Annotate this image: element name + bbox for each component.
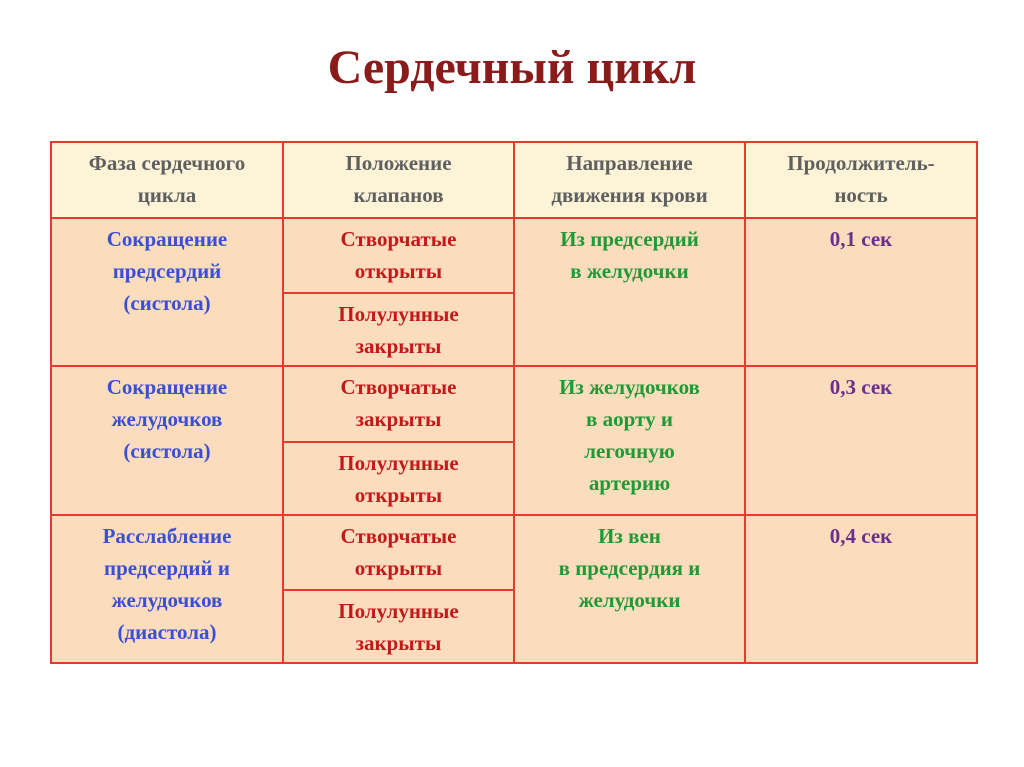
- semilunar-valves-cell: [283, 590, 514, 663]
- valve-line: Створчатые: [340, 523, 457, 548]
- valve-line: Створчатые: [340, 227, 457, 251]
- phase-line: желудочков: [111, 407, 223, 432]
- header-row: [51, 142, 977, 218]
- header-flow: [514, 142, 745, 218]
- phase-cell: [51, 366, 283, 514]
- flow-line: Из желудочков: [559, 375, 700, 400]
- flow-line: Из предсердий: [560, 227, 699, 251]
- header-valves: [283, 142, 514, 218]
- flow-line: в предсердия и: [558, 555, 701, 580]
- valve-line: Полулунные: [338, 302, 459, 327]
- valve-line: открыты: [354, 259, 443, 283]
- flow-cell: [514, 218, 745, 366]
- header-line: движения крови: [551, 183, 708, 207]
- header-line: Направление: [566, 151, 693, 175]
- flow-line: в желудочки: [570, 259, 689, 283]
- atrioventricular-valves-cell: [283, 218, 514, 293]
- valve-line: Полулунные: [338, 450, 459, 475]
- atrioventricular-valves-cell: [283, 366, 514, 441]
- phase-line: Расслабление: [102, 523, 232, 548]
- header-line: ность: [834, 183, 888, 207]
- phase-line: (диастола): [117, 619, 217, 644]
- atrioventricular-valves-cell: [283, 515, 514, 590]
- phase-cell: [51, 218, 283, 366]
- flow-line: в аорту и: [586, 407, 673, 432]
- phase-line: желудочков: [111, 587, 223, 612]
- header-line: Фаза сердечного: [88, 151, 246, 175]
- valve-line: закрыты: [355, 407, 442, 432]
- flow-line: желудочки: [578, 587, 681, 612]
- header-line: клапанов: [353, 183, 444, 207]
- flow-cell: [514, 366, 745, 514]
- duration-cell: 0,1 сек: [745, 218, 977, 366]
- phase-line: (систола): [123, 291, 211, 315]
- page-title: Сердечный цикл: [327, 41, 697, 94]
- header-line: Положение: [345, 151, 452, 175]
- table-row: [51, 366, 977, 441]
- valve-line: открыты: [354, 482, 443, 507]
- valve-line: Створчатые: [340, 375, 457, 400]
- header-duration: [745, 142, 977, 218]
- table-row: [51, 515, 977, 590]
- phase-line: Сокращение: [106, 375, 228, 400]
- valve-line: закрыты: [355, 630, 442, 655]
- phase-line: (систола): [123, 439, 211, 464]
- flow-line: Из вен: [598, 523, 661, 548]
- flow-cell: [514, 515, 745, 663]
- flow-line: артерию: [588, 471, 671, 496]
- valve-line: закрыты: [355, 334, 442, 359]
- phase-cell: [51, 515, 283, 663]
- valve-line: Полулунные: [338, 598, 459, 623]
- phase-line: предсердий: [112, 259, 222, 283]
- semilunar-valves-cell: [283, 442, 514, 515]
- phase-line: предсердий и: [104, 555, 230, 580]
- header-line: Продолжитель-: [787, 151, 935, 175]
- cardiac-cycle-table: [50, 141, 978, 664]
- duration-cell: 0,4 сек: [745, 515, 977, 663]
- table-row: [51, 218, 977, 293]
- flow-line: легочную: [584, 439, 675, 464]
- duration-cell: 0,3 сек: [745, 366, 977, 514]
- header-phase: [51, 142, 283, 218]
- valve-line: открыты: [354, 555, 443, 580]
- header-line: цикла: [137, 183, 197, 207]
- phase-line: Сокращение: [106, 227, 228, 251]
- semilunar-valves-cell: [283, 293, 514, 366]
